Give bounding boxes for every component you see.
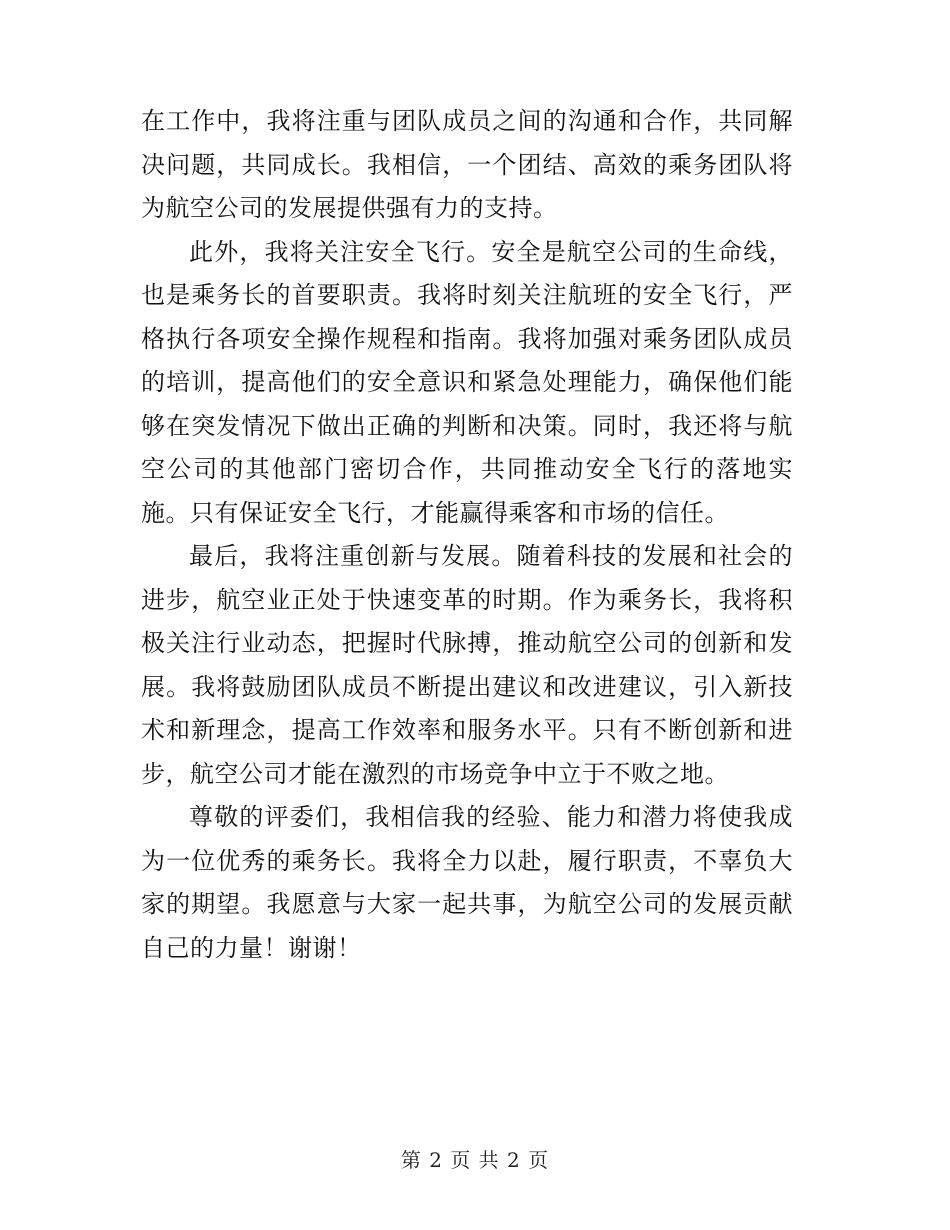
paragraph-innovation: 最后，我将注重创新与发展。随着科技的发展和社会的进步，航空业正处于快速变革的时期。作为乘务长，我将积极关注行业动态，把握时代脉搏，推动航空公司的创新和发展。我将鼓励团队成员不断提出建议和改进建议，引入新技术和新理念，提高工作效率和服务水平。只有不断创新和进步，航空公司才能在激烈的市场竞争中立于不败之地。 bbox=[141, 542, 793, 788]
document-body bbox=[141, 100, 793, 970]
paragraph-closing: 尊敬的评委们，我相信我的经验、能力和潜力将使我成为一位优秀的乘务长。我将全力以赴，履行职责，不辜负大家的期望。我愿意与大家一起共事，为航空公司的发展贡献自己的力量！谢谢！ bbox=[141, 803, 793, 962]
paragraph-teamwork: 在工作中，我将注重与团队成员之间的沟通和合作，共同解决问题，共同成长。我相信，一个团结、高效的乘务团队将为航空公司的发展提供强有力的支持。 bbox=[141, 107, 793, 222]
paragraph-safety: 此外，我将关注安全飞行。安全是航空公司的生命线，也是乘务长的首要职责。我将时刻关注航班的安全飞行，严格执行各项安全操作规程和指南。我将加强对乘务团队成员的培训，提高他们的安全意识和紧急处理能力，确保他们能够在突发情况下做出正确的判断和决策。同时，我还将与航空公司的其他部门密切合作，共同推动安全飞行的落地实施。只有保证安全飞行，才能赢得乘客和市场的信任。 bbox=[141, 237, 793, 527]
page-number-footer: 第 2 页 共 2 页 bbox=[400, 1148, 550, 1172]
